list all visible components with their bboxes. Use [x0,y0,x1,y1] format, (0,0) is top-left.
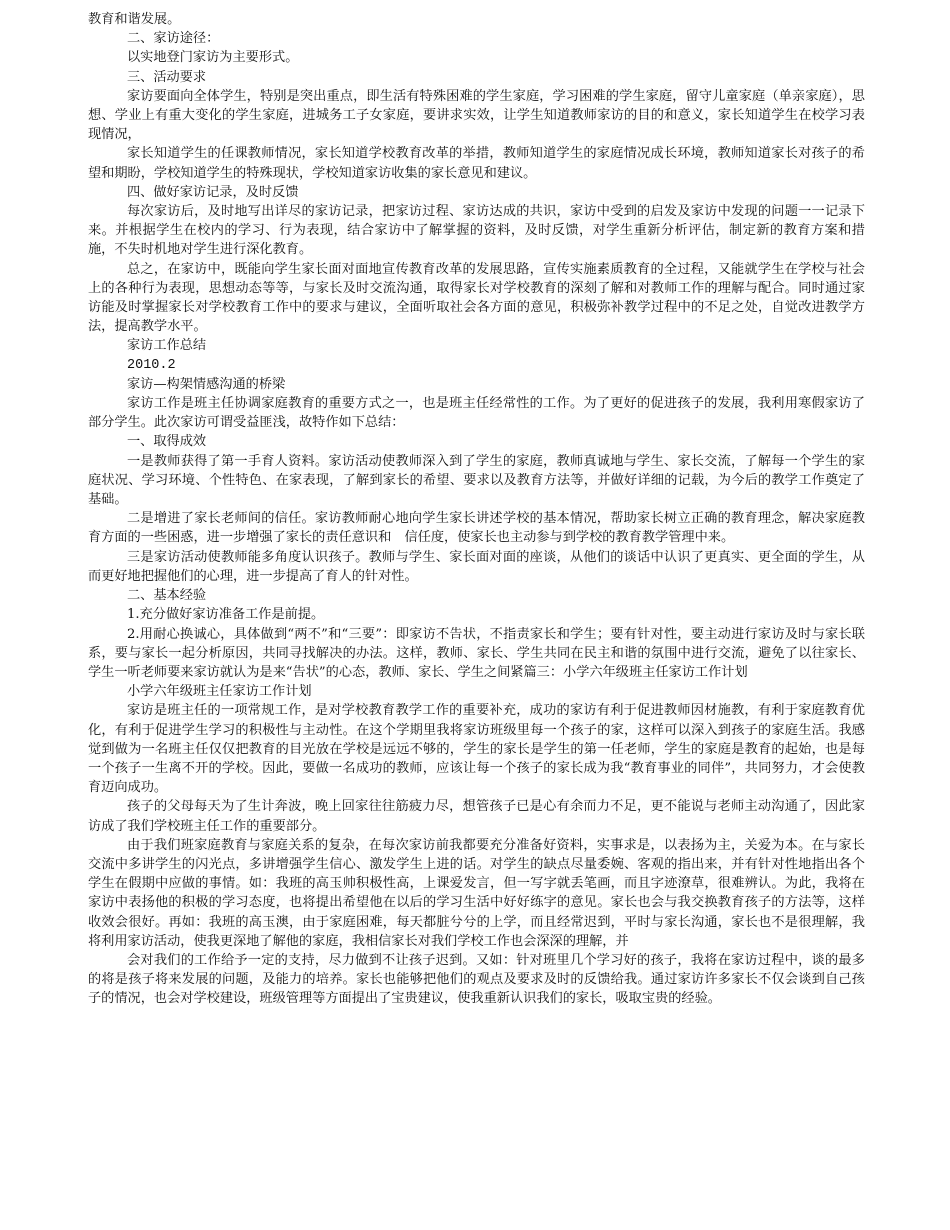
paragraph: 每次家访后，及时地写出详尽的家访记录，把家访过程、家访达成的共识，家访中受到的启发及家访中发现的问题一一记录下来。并根据学生在校内的学习、行为表现，结合家访中了解掌握的资料，及时反馈，对学生重新分析评估，制定新的教育方案和措施，不失时机地对学生进行深化教育。 [88,204,865,258]
paragraph: 一是教师获得了第一手育人资料。家访活动使教师深入到了学生的家庭，教师真诚地与学生、家长交流，了解每一个学生的家庭状况、学习环境、个性特色、在家表现，了解到家长的希望、要求以及教育方法等，并做好详细的记载，为今后的教学工作奠定了基础。 [88,453,865,508]
paragraph: 家访要面向全体学生，特别是突出重点，即生活有特殊困难的学生家庭，学习困难的学生家庭，留守儿童家庭（单亲家庭），思想、学业上有重大变化的学生家庭，进城务工子女家庭，要讲求实效，让学生知道教师家访的目的和意义，家长知道学生在校学习表现情况， [88,88,865,143]
paragraph: 1.充分做好家访准备工作是前提。 [127,607,325,623]
paragraph: 孩子的父母每天为了生计奔波，晚上回家往往筋疲力尽，想管孩子已是心有余而力不足，更不能说与老师主动沟通了，因此家访成了我们学校班主任工作的重要部分。 [88,799,865,834]
paragraph: 家访工作是班主任协调家庭教育的重要方式之一，也是班主任经常性的工作。为了更好的促进孩子的发展，我利用寒假家访了部分学生。此次家访可谓受益匪浅，故特作如下总结： [88,396,865,431]
paragraph: 小学六年级班主任家访工作计划 [127,684,312,700]
paragraph: 会对我们的工作给予一定的支持，尽力做到不让孩子迟到。又如：针对班里几个学习好的孩子，我将在家访过程中，谈的最多的将是孩子将来发展的问题，及能力的培养。家长也能够把他们的观点及要求及时的反馈给我。通过家访许多家长不仅会谈到自己孩子的情况，也会对学校建设，班级管理等方面提出了宝贵建议，使我重新认识我们的家长，吸取宝贵的经验。 [88,952,865,1007]
paragraph: 家长知道学生的任课教师情况，家长知道学校教育改革的举措，教师知道学生的家庭情况成长环境，教师知道家长对孩子的希望和期盼，学校知道学生的特殊现状，学校知道家访收集的家长意见和建议。 [88,146,865,181]
paragraph: 以实地登门家访为主要形式。 [127,50,299,66]
paragraph: 二、家访途径： [127,31,220,47]
paragraph: 家访工作总结 [127,338,207,354]
paragraph: 家访是班主任的一项常规工作，是对学校教育教学工作的重要补充，成功的家访有利于促进教师因材施教，有利于家庭教育优化，有利于促进学生学习的积极性与主动性。在这个学期里我将家访班级里每一个孩子的家，这样可以深入到孩子的家庭生活。我感觉到做为一名班主任仅仅把教育的目光放在学校是远远不够的，学生的家长是学生的第一任老师，学生的家庭是教育的起始，也是每一个孩子一生离不开的学校。因此，要做一名成功的教师，应该让每一个孩子的家长成为我“教育事业的同伴”，共同努力，才会使教育迈向成功。 [88,703,865,796]
paragraph: 家访—构架情感沟通的桥梁 [127,376,286,392]
paragraph: 教育和谐发展。 [88,12,181,27]
paragraph: 二、基本经验 [127,588,207,604]
paragraph: 2.用耐心换诚心，具体做到“两不”和“三要”：即家访不告状，不指责家长和学生；要有针对性，要主动进行家访及时与家长联系，要与家长一起分析原因，共同寻找解决的办法。这样，教师、家长、学生共同在民主和谐的氛围中进行交流，避免了以往家长、学生一听老师要来家访就认为是来“告状”的心态，教师、家长、学生之间紧篇三：小学六年级班主任家访工作计划 [88,626,865,680]
paragraph: 二是增进了家长老师间的信任。家访教师耐心地向学生家长讲述学校的基本情况，帮助家长树立正确的教育理念，解决家庭教育方面的一些困惑，进一步增强了家长的责任意识和 信任度，使家长也主动参与到学校的教育教学管理中来。 [88,511,865,546]
paragraph: 三、活动要求 [127,69,207,85]
paragraph: 三是家访活动使教师能多角度认识孩子。教师与学生、家长面对面的座谈，从他们的谈话中认识了更真实、更全面的学生，从而更好地把握他们的心理，进一步提高了育人的针对性。 [88,549,865,584]
paragraph: 总之，在家访中，既能向学生家长面对面地宣传教育改革的发展思路，宣传实施素质教育的全过程，又能就学生在学校与社会上的各种行为表现，思想动态等等，与家长及时交流沟通，取得家长对学校教育的深刻了解和对教师工作的理解与配合。同时通过家访能及时掌握家长对学校教育工作中的要求与建议，全面听取社会各方面的意见，积极弥补教学过程中的不足之处，自觉改进教学方法，提高教学水平。 [88,261,865,335]
paragraph: 2010.2 [127,357,176,373]
paragraph: 由于我们班家庭教育与家庭关系的复杂，在每次家访前我都要充分准备好资料，实事求是，以表扬为主，关爱为本。在与家长交流中多讲学生的闪光点，多讲增强学生信心、激发学生上进的话。对学生的缺点尽量委婉、客观的指出来，并有针对性地指出各个学生在假期中应做的事情。如：我班的高玉帅积极性高，上课爱发言，但一写字就丢笔画，而且字迹潦草，很难辨认。为此，我将在家访中表扬他的积极的学习态度，也将提出希望他在以后的学习生活中好好练字的意见。家长也会与我交换教育孩子的方法等，这样收效会很好。再如：我班的高玉澳，由于家庭困难，每天都脏兮兮的上学，而且经常迟到，平时与家长沟通，家长也不是很理解，我将利用家访活动，使我更深地了解他的家庭，我相信家长对我们学校工作也会深深的理解，并 [88,837,865,949]
paragraph: 一、取得成效 [127,434,207,450]
paragraph: 四、做好家访记录，及时反馈 [127,184,299,200]
